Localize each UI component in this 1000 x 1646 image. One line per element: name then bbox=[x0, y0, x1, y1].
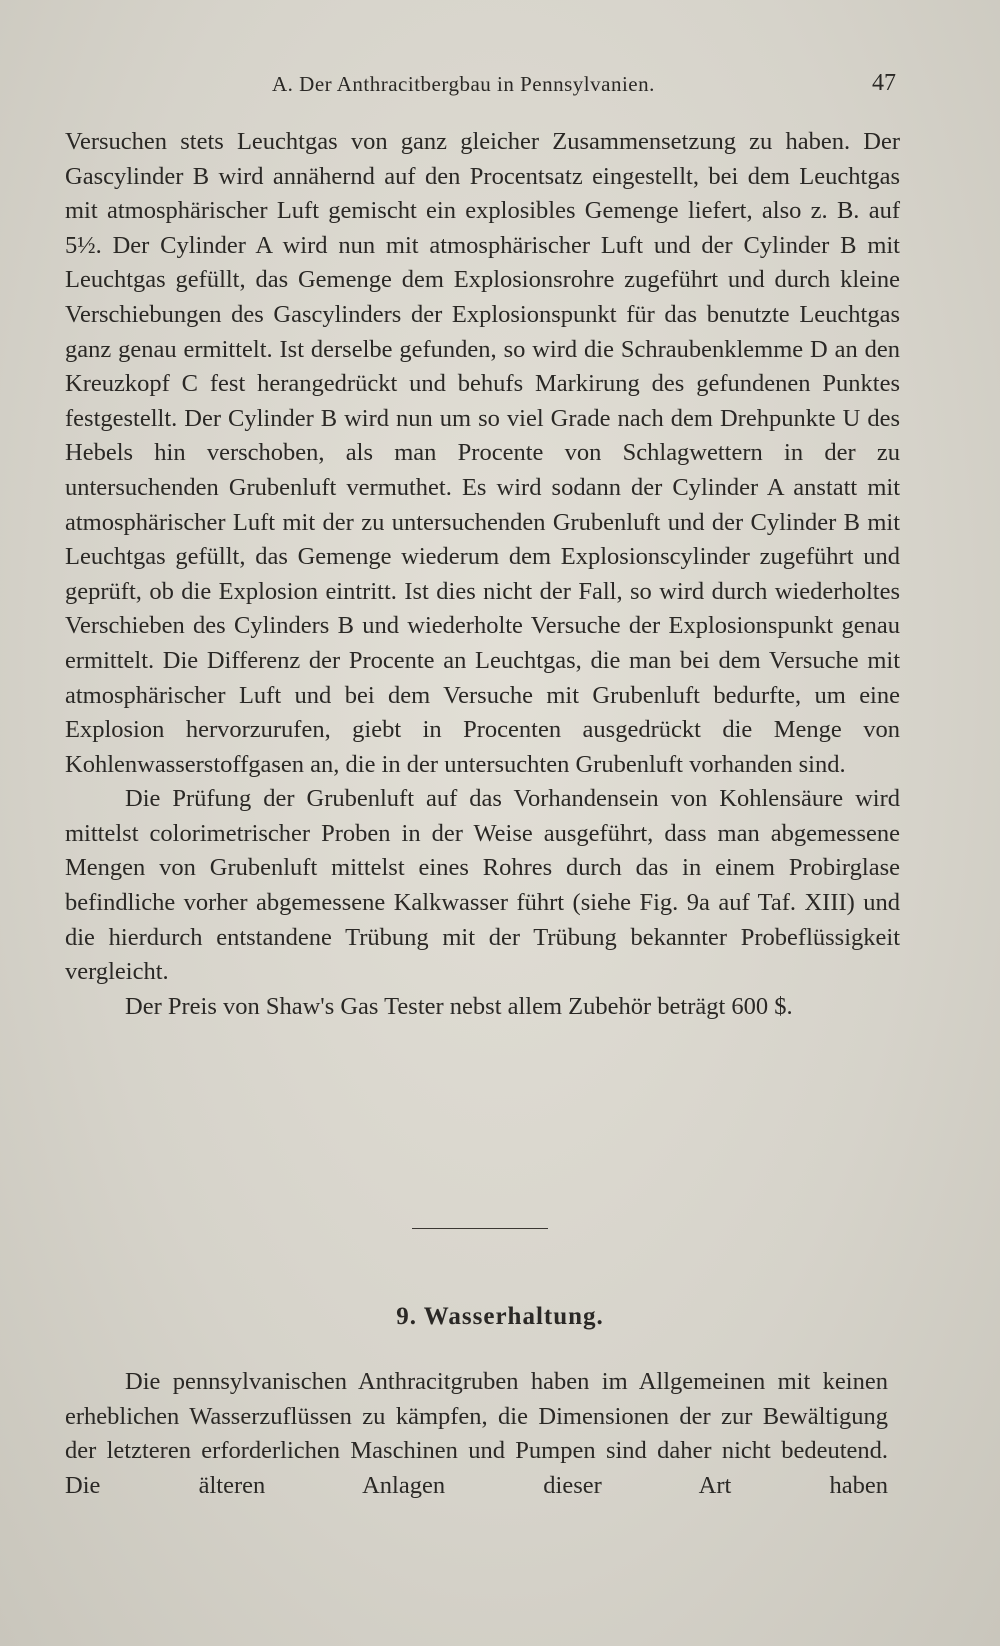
page-number: 47 bbox=[872, 70, 896, 96]
paragraph-carbonic-acid-test: Die Prüfung der Grubenluft auf das Vorhandensein von Kohlensäure wird mittelst colorimetrischer Proben in der Weise ausgeführt, dass man abgemessene Mengen von Grubenluft mittelst eines Rohres durch das in einem Probirglase befindliche vorher abgemessene Kalkwasser führt (siehe Fig. 9a auf Taf. XIII) und die hierdurch entstandene Trübung mit der Trübung bekannter Probeflüssigkeit vergleicht. bbox=[65, 785, 900, 986]
running-head bbox=[0, 72, 1000, 108]
running-title: A. Der Anthracitbergbau in Pennsylvanien. bbox=[272, 72, 655, 96]
paragraph-price: Der Preis von Shaw's Gas Tester nebst allem Zubehör beträgt 600 $. bbox=[125, 992, 793, 1020]
paragraph-gas-tester-procedure: Versuchen stets Leuchtgas von ganz gleicher Zusammensetzung zu haben. Der Gascylinder B wird annähernd auf den Procentsatz eingestellt, bei dem Leuchtgas mit atmosphärischer Luft gemischt ein explosibles Gemenge liefert, also z. B. auf 5½. Der Cylinder A wird nun mit atmosphärischer Luft und der Cylinder B mit Leuchtgas gefüllt, das Gemenge dem Explosionsrohre zugeführt und durch kleine Verschiebungen des Gascylinders der Explosionspunkt für das benutzte Leuchtgas ganz genau ermittelt. Ist derselbe gefunden, so wird die Schraubenklemme D an den Kreuzkopf C fest herangedrückt und behufs Markirung des gefundenen Punktes festgestellt. Der Cylinder B wird nun um so viel Grade nach dem Drehpunkte U des Hebels hin verschoben, als man Procente von Schlagwettern in der zu untersuchenden Grubenluft vermuthet. Es wird sodann der Cylinder A anstatt mit atmosphärischer Luft mit der zu untersuchenden Grubenluft und der Cylinder B mit Leuchtgas gefüllt, das Gemenge wiederum dem Explosionscylinder zugeführt und geprüft, ob die Explosion eintritt. Ist dies nicht der Fall, so wird durch wiederholtes Verschieben des Cylinders B und wiederholte Versuche der Explosionspunkt genau ermittelt. Die Differenz der Procente an Leuchtgas, die man bei dem Versuche mit atmosphärischer Luft und bei dem Versuche mit Grubenluft bedurfte, um eine Explosion hervorzurufen, giebt in Procenten ausgedrückt die Menge von Kohlenwasserstoffgasen an, die in der untersuchten Grubenluft vorhanden sind. bbox=[65, 128, 900, 778]
section-heading: 9. Wasserhaltung. bbox=[396, 1303, 604, 1330]
main-text bbox=[65, 125, 900, 1024]
section-divider bbox=[412, 1228, 548, 1229]
section-text bbox=[65, 1365, 888, 1503]
paragraph-wasserhaltung: Die pennsylvanischen Anthracitgruben haben im Allgemeinen mit keinen erheblichen Wasserzuflüssen zu kämpfen, die Dimensionen der zur Bewältigung der letzteren erforderlichen Maschinen und Pumpen sind daher nicht bedeutend. Die älteren Anlagen dieser Art haben bbox=[65, 1368, 888, 1499]
